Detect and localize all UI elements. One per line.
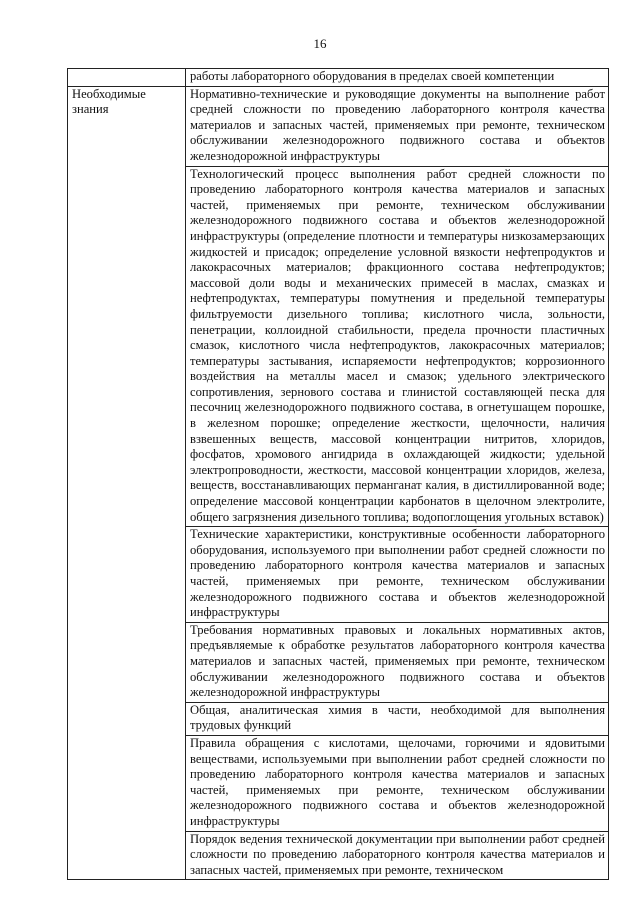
page-number: 16 <box>313 36 327 51</box>
section-label <box>68 86 186 880</box>
requirements-table <box>67 68 609 880</box>
section-label-text: Необходимые знания <box>72 86 146 117</box>
knowledge-item: Правила обращения с кислотами, щелочами, горючими и ядовитыми веществами, используемыми при выполнении работ средней сложности по проведению лабораторного контроля качества материалов и запасных частей, применяемых при ремонте, техническом обслуживании железнодорожного подвижного состава и объектов железнодорожной инфраструктуры <box>186 735 609 831</box>
table-row-continuation <box>68 69 609 87</box>
knowledge-item: Требования нормативных правовых и локальных нормативных актов, предъявляемые к обработке результатов лабораторного контроля качества материалов и запасных частей, применяемых при ремонте, техническом обслуживании железнодорожного подвижного состава и объектов железнодорожной инфраструктуры <box>186 622 609 702</box>
table-row <box>68 86 609 166</box>
knowledge-item: Технические характеристики, конструктивные особенности лабораторного оборудования, используемого при выполнении работ средней сложности по проведению лабораторного контроля качества материалов и запасных частей, применяемых при ремонте, техническом обслуживании железнодорожного подвижного состава и объектов железнодорожной инфраструктуры <box>186 527 609 623</box>
knowledge-item: Технологический процесс выполнения работ средней сложности по проведению лабораторного контроля качества материалов и запасных частей, применяемых при ремонте, техническом обслуживании железнодорожного подвижного состава и объектов железнодорожной инфраструктуры (определение плотности и температуры низкозамерзающих жидкостей и присадок; определение условной вязкости нефтепродуктов и лакокрасочных материалов; фракционного состава нефтепродуктов; массовой доли воды и механических примесей в маслах, смазках и нефтепродуктах, температуры помутнения и предельной температуры фильтруемости дизельного топлива; кислотного числа, зольности, пенетрации, коллоидной стабильности, предела прочности пластичных смазок, кислотного числа нефтепродуктов, лакокрасочных материалов; температуры застывания, испаряемости нефтепродуктов; коррозионного воздействия на металлы масел и смазок; удельного электрического сопротивления, зернового состава и глинистой составляющей песка для песочниц железнодорожного подвижного состава, в огнетушащем порошке, в железном порошке; определение жесткости, щелочности, наличия взвешенных веществ, массовой концентрации нитритов, хлоридов, фосфатов, хромового ангидрида в охлаждающей жидкости; удельной электропроводности, жесткости, массовой концентрации хлоридов, железа, веществ, восстанавливающих перманганат калия, в дистиллированной воде; определение массовой концентрации карбонатов в щелочном электролите, общего загрязнения дизельного топлива; водопоглощения угольных вставок) <box>186 166 609 527</box>
continuation-text: работы лабораторного оборудования в пределах своей компетенции <box>186 69 609 87</box>
knowledge-item: Порядок ведения технической документации при выполнении работ средней сложности по проведению лабораторного контроля качества материалов и запасных частей, применяемых при ремонте, техническом <box>186 831 609 880</box>
knowledge-item: Общая, аналитическая химия в части, необходимой для выполнения трудовых функций <box>186 702 609 735</box>
empty-label-cell <box>68 69 186 87</box>
knowledge-item: Нормативно-технические и руководящие документы на выполнение работ средней сложности по проведению лабораторного контроля качества материалов и запасных частей, применяемых при ремонте, техническом обслуживании железнодорожного подвижного состава и объектов железнодорожной инфраструктуры <box>186 86 609 166</box>
